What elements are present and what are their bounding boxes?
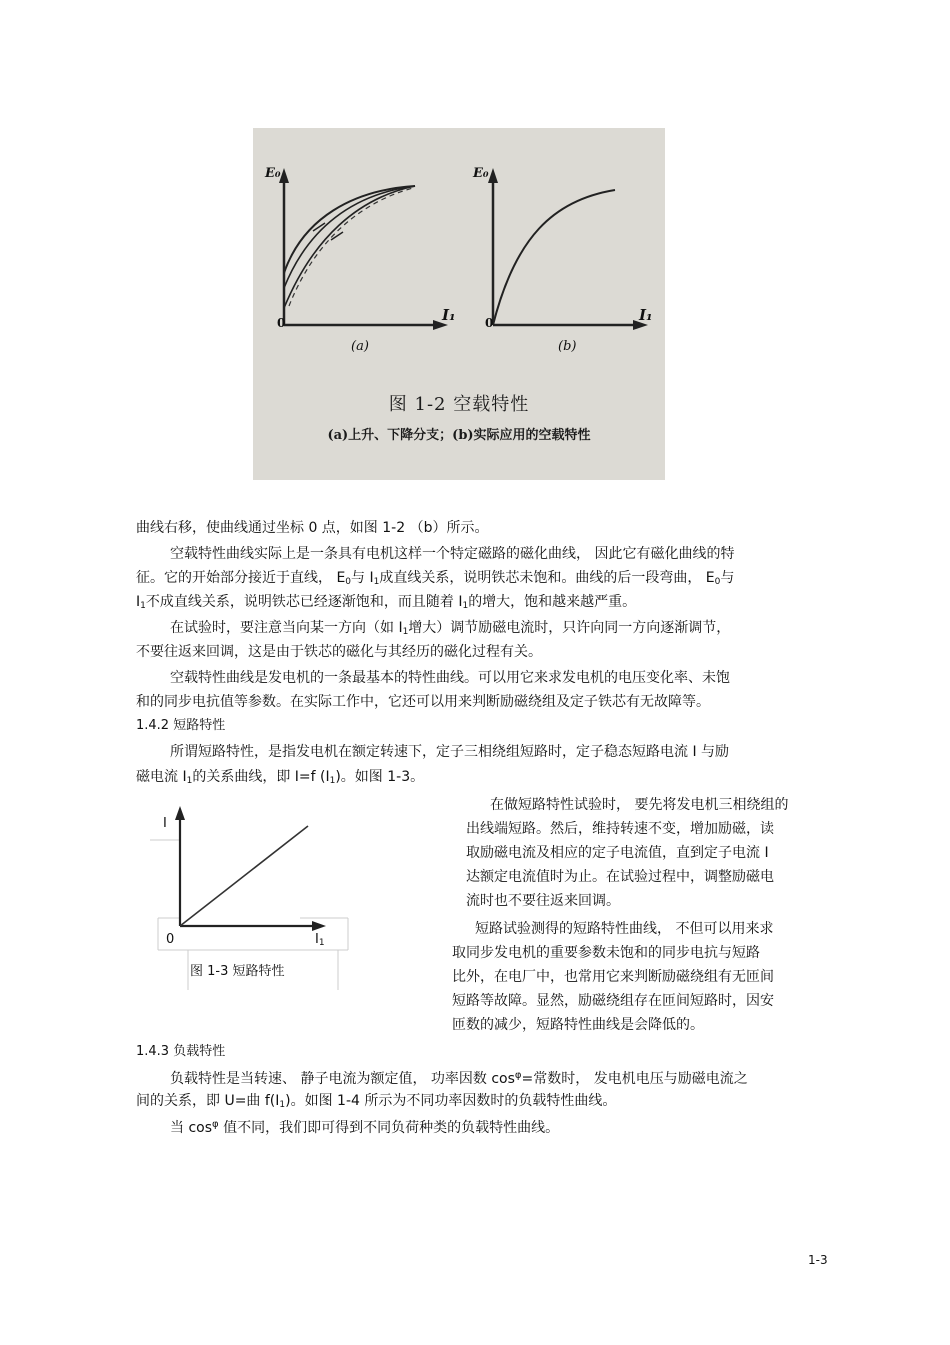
paragraph-5-line-2: 磁电流 $I_1$的关系曲线，即 I=f $(I_1)$。如图 1-3。 (136, 769, 425, 786)
figure-1-2 (253, 128, 665, 480)
paragraph-4-line-2: 和的同步电抗值等参数。在实际工作中，它还可以用来判断励磁绕组及定子铁芯有无故障等。 (136, 694, 710, 710)
paragraph-2-line-3: $I_1$不成直线关系，说明铁芯已经逐渐饱和，而且随着 $I_1$的增大，饱和越来越严重。 (136, 594, 637, 611)
right-text-line-8: 比外，在电厂中，也常用它来判断励磁绕组有无匝间 (452, 969, 774, 985)
fig13-y-label: I (163, 816, 167, 831)
right-text-line-10: 匝数的减少，短路特性曲线是会降低的。 (452, 1017, 704, 1033)
fig12a-y-label: E₀ (265, 166, 281, 181)
right-text-line-6: 短路试验测得的短路特性曲线， 不但可以用来求 (475, 921, 774, 937)
right-text-line-9: 短路等故障。显然，励磁绕组存在匝间短路时，因安 (452, 993, 774, 1009)
right-text-line-7: 取同步发电机的重要参数未饱和的同步电抗与短路 (452, 945, 760, 961)
fig12-label-a: (a) (351, 339, 369, 354)
fig13-origin: 0 (166, 932, 175, 947)
fig12a-origin: 0 (277, 316, 286, 330)
right-text-line-3: 取励磁电流及相应的定子电流值，直到定子电流 I (466, 845, 769, 861)
fig12b-y-label: E₀ (473, 166, 489, 181)
figure-1-3 (150, 800, 350, 995)
fig13-x-label: $I_1$ (315, 932, 325, 948)
paragraph-6-line-1: 负载特性是当转速、 静子电流为额定值， 功率因数 $\cos^\varphi=$常数时， 发电机电压与励磁电流之 (170, 1070, 748, 1087)
paragraph-3-line-1: 在试验时，要注意当向某一方向（如 $I_1$增大）调节励磁电流时，只许向同一方向逐渐调节， (170, 620, 731, 637)
figure-1-2-caption: (a)上升、下降分支；(b)实际应用的空载特性 (327, 428, 591, 443)
paragraph-6-line-2: 间的关系，即 U=曲 $f(I_1)$。如图 1-4 所示为不同功率因数时的负载特性曲线。 (136, 1093, 617, 1110)
page-number: 1-3 (808, 1253, 828, 1267)
paragraph-6-line-3: 当 $\cos^\varphi$ 值不同，我们即可得到不同负荷种类的负载特性曲线。 (170, 1119, 560, 1136)
paragraph-1: 曲线右移，使曲线通过坐标 0 点，如图 1-2 （b）所示。 (136, 520, 489, 536)
right-text-line-2: 出线端短路。然后，维持转速不变，增加励磁，读 (466, 821, 774, 837)
right-text-line-4: 达额定电流值时为止。在试验过程中，调整励磁电 (466, 869, 774, 885)
right-text-line-5: 流时也不要往返来回调。 (466, 893, 620, 909)
fig12b-x-label: I₁ (639, 306, 653, 324)
paragraph-2-line-1: 空载特性曲线实际上是一条具有电机这样一个特定磁路的磁化曲线， 因此它有磁化曲线的特 (170, 546, 735, 562)
paragraph-3-line-2: 不要往返来回调，这是由于铁芯的磁化与其经历的磁化过程有关。 (136, 644, 542, 660)
figure-1-3-title: 图 1-3 短路特性 (190, 964, 285, 979)
section-heading-1-4-2: 1.4.2 短路特性 (136, 718, 226, 733)
paragraph-5-line-1: 所谓短路特性，是指发电机在额定转速下，定子三相绕组短路时，定子稳态短路电流 I 与励 (170, 744, 730, 760)
fig12b-origin: 0 (485, 316, 494, 330)
fig12-label-b: (b) (558, 339, 577, 354)
section-heading-1-4-3: 1.4.3 负载特性 (136, 1044, 226, 1059)
figure-1-2-title: 图 1-2 空载特性 (388, 394, 530, 415)
right-text-line-1: 在做短路特性试验时， 要先将发电机三相绕组的 (490, 797, 789, 813)
paragraph-4-line-1: 空载特性曲线是发电机的一条最基本的特性曲线。可以用它来求发电机的电压变化率、未饱 (170, 670, 730, 686)
paragraph-2-line-2: 征。它的开始部分接近于直线， $E_0$与 $I_1$成直线关系，说明铁芯未饱和。曲线的后一段弯曲， $E_0$与 (136, 570, 735, 587)
fig12a-x-label: I₁ (442, 306, 456, 324)
